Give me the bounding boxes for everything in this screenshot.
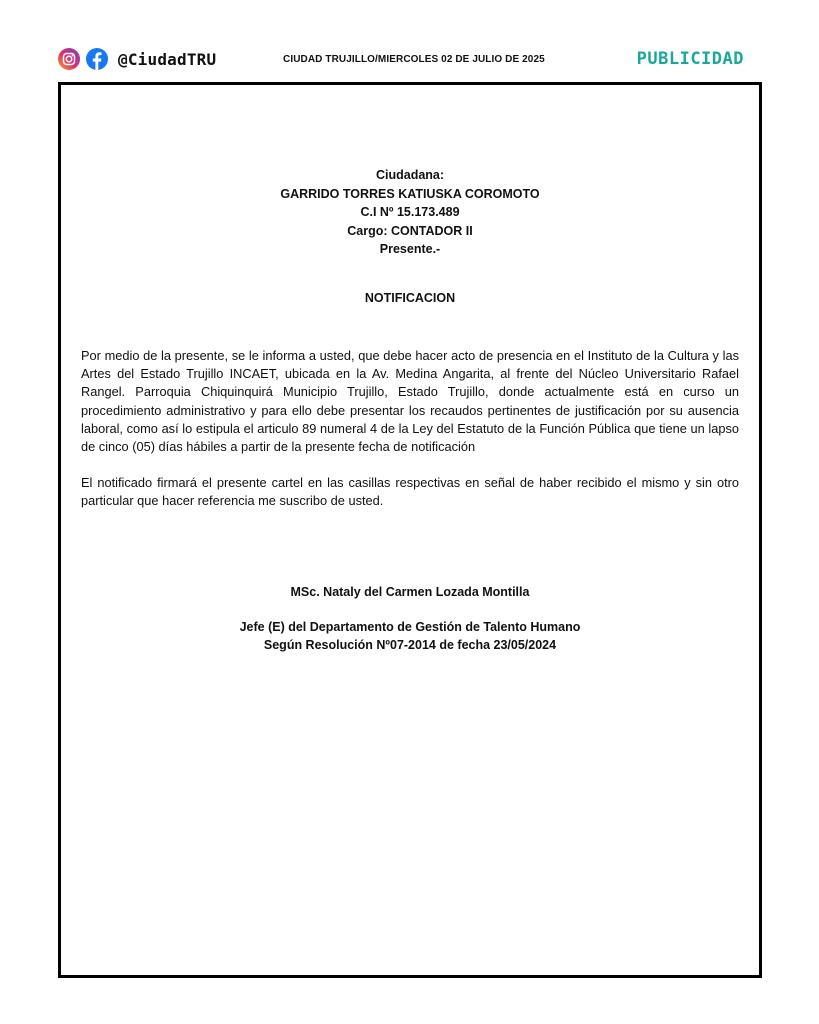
signature-block xyxy=(61,583,759,655)
facebook-icon[interactable] xyxy=(86,48,108,70)
signatory-resolution: Según Resolución Nº07-2014 de fecha 23/05/2024 xyxy=(263,638,557,652)
addressee-salutation: Ciudadana: xyxy=(375,168,445,182)
section-label: PUBLICIDAD xyxy=(636,49,744,69)
addressee-block xyxy=(61,166,759,259)
social-links xyxy=(58,48,216,70)
addressee-presente: Presente.- xyxy=(379,242,441,256)
instagram-icon[interactable] xyxy=(58,48,80,70)
notice-body xyxy=(81,347,739,529)
social-handle[interactable]: @CiudadTRU xyxy=(118,49,217,69)
body-paragraph-2: El notificado firmará el presente cartel en las casillas respectivas en señal de haber recibido el mismo y sin otro particular que hacer referencia me suscribo de usted. xyxy=(81,475,739,509)
addressee-position: Cargo: CONTADOR II xyxy=(347,223,473,238)
notice-subject: NOTIFICACION xyxy=(364,291,456,305)
dateline: CIUDAD TRUJILLO/MIERCOLES 02 DE JULIO DE 2025 xyxy=(283,54,545,65)
notice-frame xyxy=(58,82,762,978)
body-paragraph-1: Por medio de la presente, se le informa a usted, que debe hacer acto de presencia en el Instituto de la Cultura y las Artes del Estado Trujillo INCAET, ubicada en la Av. Medina Angarita, al frente del Núcleo Universitario Rafael Rangel. Parroquia Chiquinquirá Municipio Trujillo, Estado Trujillo, donde actualmente está en curso un procedimiento administrativo y para ello debe presentar los recaudos pertinentes de justificación por su ausencia laboral, como así lo estipula el articulo 89 numeral 4 de la Ley del Estatuto de la Función Pública que tiene un lapso de cinco (05) días hábiles a partir de la presente fecha de notificación xyxy=(81,348,739,455)
signatory-title: Jefe (E) del Departamento de Gestión de Talento Humano xyxy=(239,619,581,634)
page-header xyxy=(58,44,760,76)
addressee-name: GARRIDO TORRES KATIUSKA COROMOTO xyxy=(280,186,540,201)
signatory-name: MSc. Nataly del Carmen Lozada Montilla xyxy=(290,585,530,599)
addressee-id: C.I Nº 15.173.489 xyxy=(360,205,460,219)
